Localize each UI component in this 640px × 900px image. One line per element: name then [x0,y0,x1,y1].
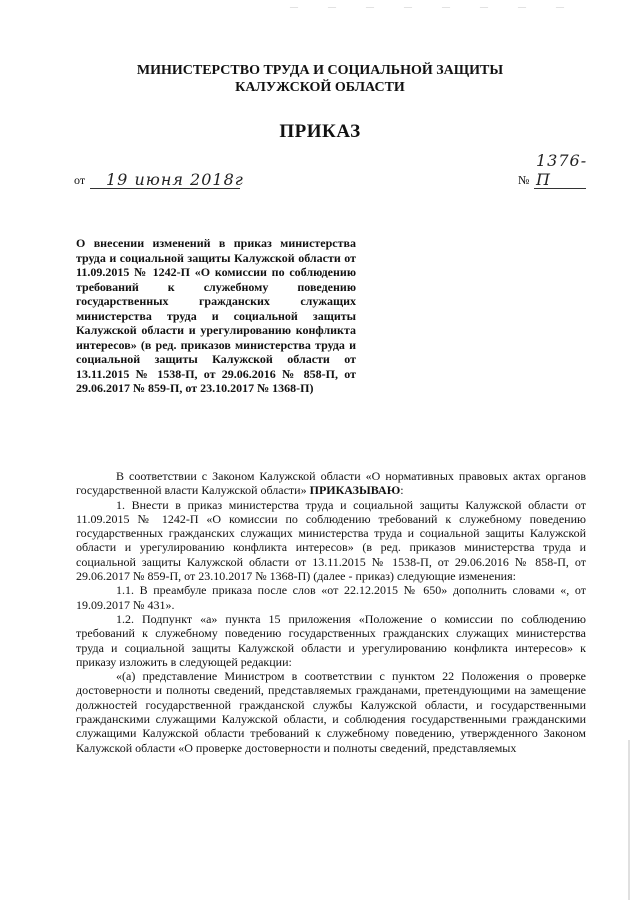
order-body [76,469,586,755]
prikazyvayu-word: ПРИКАЗЫВАЮ [309,483,401,498]
scan-artifact-marks: — — — — — — — — [290,2,578,11]
from-label: от [74,173,86,187]
order-subject-title: О внесении изменений в приказ министерства труда и социальной защиты Калужской области от 11.09.2015 № 1242-П «О комиссии по соблюдению требований к служебному поведению государственных гражданских служащих министерства труда и социальной защиты Калужской области и урегулированию конфликта интересов» (в ред. приказов министерства труда и социальной защиты Калужской области от 13.11.2015 № 1538-П, от 29.06.2016 № 858-П, от 29.06.2017 № 859-П, от 23.10.2017 № 1368-П) [76,236,356,395]
ministry-header [80,62,560,96]
paragraph-1: 1. Внести в приказ министерства труда и социальной защиты Калужской области от 11.09.2015 № 1242-П «О комиссии по соблюдению требований к служебному поведению государственных гражданских служащих министерства труда и социальной защиты Калужской области и урегулированию конфликта интересов» (в ред. приказов министерства труда и социальной защиты Калужской области от 13.11.2015 № 1538-П, от 29.06.2016 № 858-П, от 29.06.2017 № 859-П, от 23.10.2017 № 1368-П) (далее - приказ) следующие изменения: [76,497,586,584]
preamble-end: : [400,483,404,498]
preamble-paragraph [76,469,586,498]
date-number-row [74,151,588,192]
paragraph-1-2: 1.2. Подпункт «а» пункта 15 приложения «Положение о комиссии по соблюдению требований к служебному поведению государственных гражданских служащих министерства труда и социальной защиты Калужской области и урегулированию конфликта интересов» к приказу изложить в следующей редакции: [76,611,586,669]
preamble-text: В соответствии с Законом Калужской области «О нормативных правовых актах органов государственной власти Калужской области» [76,469,586,498]
document-type-title: ПРИКАЗ [279,121,361,142]
handwritten-number: 1376-П [536,151,588,189]
scan-edge-shadow [628,740,630,900]
number-label: № [518,173,530,187]
paragraph-1-1: 1.1. В преамбуле приказа после слов «от 22.12.2015 № 650» дополнить словами «, от 19.09.2017 № 431». [76,583,586,612]
subparagraph-a: «(а) представление Министром в соответствии с пунктом 22 Положения о проверке достоверности и полноты сведений, представляемых гражданами, претендующими на замещение должностей государственной гражданской службы Калужской области, и государственными гражданскими служащими Калужской области, и соблюдения государственными гражданскими служащими Калужской области требований к служебному поведению, утвержденного Законом Калужской области «О проверке достоверности и полноты сведений, представляемых [76,669,586,755]
ministry-line-2: КАЛУЖСКОЙ ОБЛАСТИ [235,80,405,95]
handwritten-date: 19 июня 2018г [106,170,244,189]
ministry-line-1: МИНИСТЕРСТВО ТРУДА И СОЦИАЛЬНОЙ ЗАЩИТЫ [136,63,504,78]
